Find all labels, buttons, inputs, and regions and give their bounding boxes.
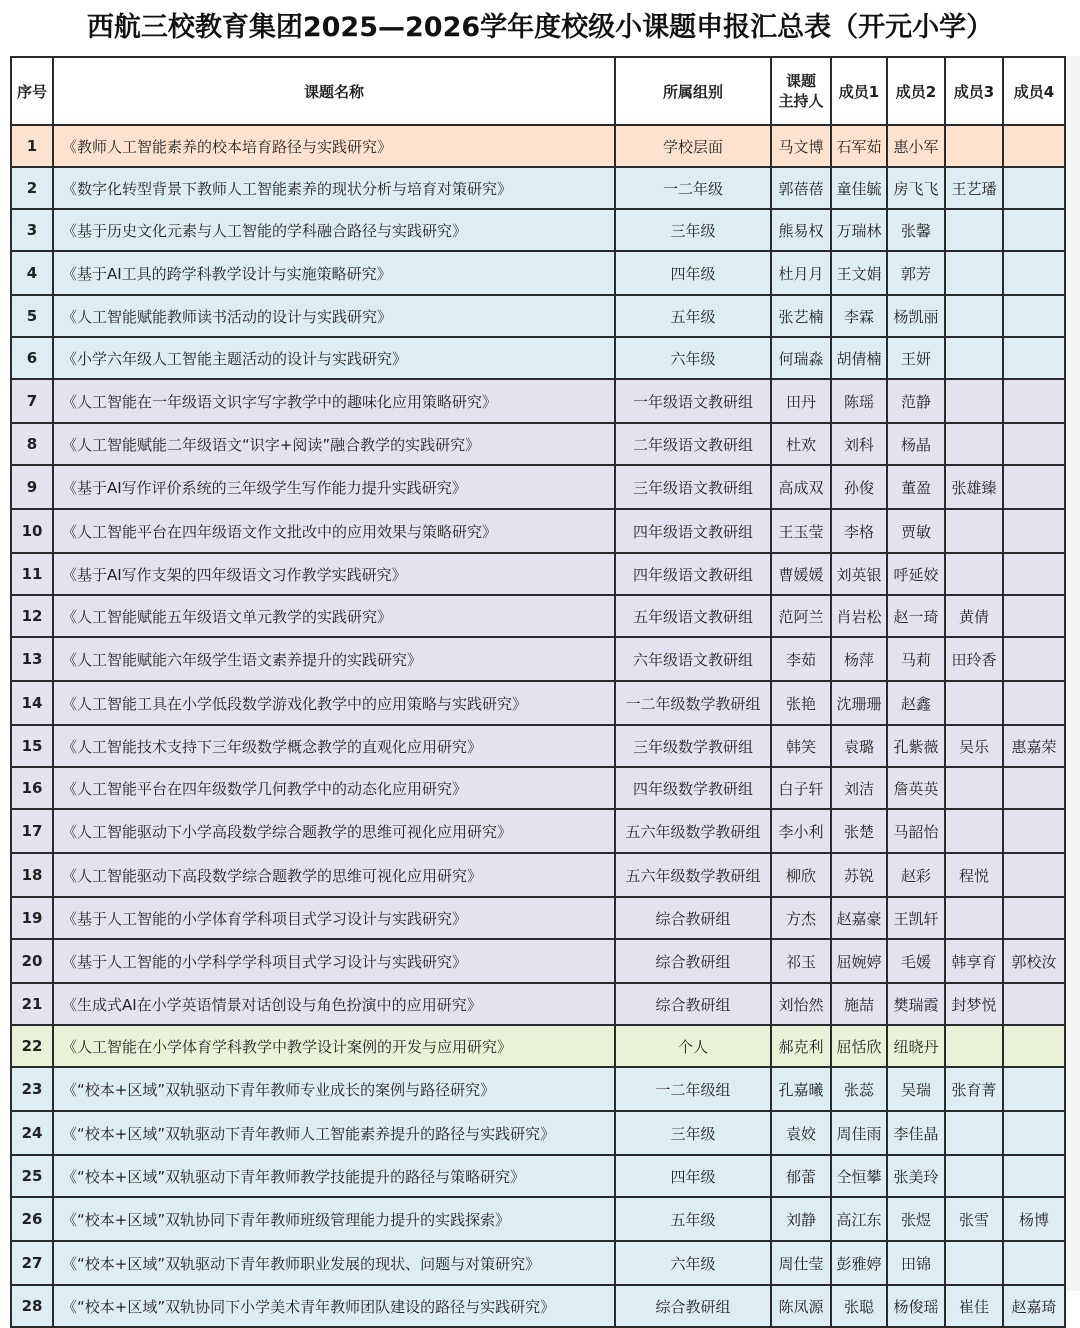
table-row (11, 595, 1065, 637)
row-member-3: 吴乐 (945, 725, 1003, 767)
row-member-3 (945, 125, 1003, 167)
row-host: 柳欣 (771, 853, 831, 897)
row-index: 3 (11, 209, 53, 251)
row-index: 10 (11, 509, 53, 553)
row-topic: 《基于AI工具的跨学科教学设计与实施策略研究》 (53, 251, 615, 295)
row-topic: 《人工智能赋能二年级语文“识字+阅读”融合教学的实践研究》 (53, 423, 615, 465)
row-group: 一二年级数学教研组 (615, 681, 771, 725)
row-topic: 《人工智能驱动下小学高段数学综合题教学的思维可视化应用研究》 (53, 809, 615, 853)
row-group: 一年级语文教研组 (615, 379, 771, 423)
row-member-2: 张美玲 (887, 1155, 945, 1197)
row-topic: 《基于历史文化元素与人工智能的学科融合路径与实践研究》 (53, 209, 615, 251)
table-row (11, 553, 1065, 595)
row-member-2: 马莉 (887, 637, 945, 681)
row-index: 18 (11, 853, 53, 897)
row-member-4 (1003, 1025, 1065, 1067)
row-host: 曹媛媛 (771, 553, 831, 595)
row-member-3 (945, 681, 1003, 725)
row-member-3 (945, 509, 1003, 553)
row-index: 25 (11, 1155, 53, 1197)
row-topic: 《“校本+区域”双轨驱动下青年教师专业成长的案例与路径研究》 (53, 1067, 615, 1111)
row-member-4 (1003, 681, 1065, 725)
table-row (11, 465, 1065, 509)
row-member-2: 田锦 (887, 1241, 945, 1285)
row-member-1: 李霖 (831, 295, 887, 337)
row-host: 王玉莹 (771, 509, 831, 553)
header-member-4: 成员4 (1003, 57, 1065, 125)
row-group: 综合教研组 (615, 983, 771, 1025)
row-member-1: 王文娟 (831, 251, 887, 295)
header-group: 所属组别 (615, 57, 771, 125)
row-member-1: 孙俊 (831, 465, 887, 509)
row-member-4 (1003, 1155, 1065, 1197)
row-member-3: 张雄臻 (945, 465, 1003, 509)
table-row (11, 209, 1065, 251)
row-member-2: 房飞飞 (887, 167, 945, 209)
row-topic: 《“校本+区域”双轨驱动下青年教师人工智能素养提升的路径与实践研究》 (53, 1111, 615, 1155)
row-member-4 (1003, 251, 1065, 295)
row-group: 五年级 (615, 1197, 771, 1241)
row-index: 24 (11, 1111, 53, 1155)
row-member-1: 苏锐 (831, 853, 887, 897)
row-index: 6 (11, 337, 53, 379)
row-group: 四年级 (615, 251, 771, 295)
row-member-2: 詹英英 (887, 767, 945, 809)
row-member-1: 张楚 (831, 809, 887, 853)
row-host: 祁玉 (771, 939, 831, 983)
row-member-1: 石军茹 (831, 125, 887, 167)
row-member-2: 赵彩 (887, 853, 945, 897)
row-index: 5 (11, 295, 53, 337)
row-index: 15 (11, 725, 53, 767)
row-group: 一二年级组 (615, 1067, 771, 1111)
row-member-1: 彭雅婷 (831, 1241, 887, 1285)
header-index: 序号 (11, 57, 53, 125)
table-row (11, 423, 1065, 465)
row-group: 个人 (615, 1025, 771, 1067)
row-host: 郁蕾 (771, 1155, 831, 1197)
row-member-2: 杨俊瑶 (887, 1285, 945, 1327)
row-topic: 《人工智能在小学体育学科教学中教学设计案例的开发与应用研究》 (53, 1025, 615, 1067)
row-member-3: 王艺璠 (945, 167, 1003, 209)
row-topic: 《人工智能平台在四年级语文作文批改中的应用效果与策略研究》 (53, 509, 615, 553)
row-index: 2 (11, 167, 53, 209)
row-member-2: 纽晓丹 (887, 1025, 945, 1067)
row-member-4 (1003, 809, 1065, 853)
row-host: 陈凤源 (771, 1285, 831, 1327)
row-member-1: 袁璐 (831, 725, 887, 767)
header-member-2: 成员2 (887, 57, 945, 125)
row-member-1: 屈婉婷 (831, 939, 887, 983)
row-member-3 (945, 423, 1003, 465)
row-index: 14 (11, 681, 53, 725)
row-group: 四年级语文教研组 (615, 509, 771, 553)
row-member-2: 贾敏 (887, 509, 945, 553)
row-member-4 (1003, 595, 1065, 637)
row-member-2: 杨晶 (887, 423, 945, 465)
row-group: 综合教研组 (615, 897, 771, 939)
row-member-1: 刘科 (831, 423, 887, 465)
row-host: 郭蓓蓓 (771, 167, 831, 209)
row-member-4 (1003, 553, 1065, 595)
row-member-3: 程悦 (945, 853, 1003, 897)
row-member-1: 张聪 (831, 1285, 887, 1327)
row-member-3 (945, 767, 1003, 809)
row-index: 8 (11, 423, 53, 465)
row-member-1: 仝恒攀 (831, 1155, 887, 1197)
row-topic: 《“校本+区域”双轨驱动下青年教师职业发展的现状、问题与对策研究》 (53, 1241, 615, 1285)
row-member-3 (945, 553, 1003, 595)
row-member-3 (945, 1025, 1003, 1067)
row-topic: 《基于AI写作评价系统的三年级学生写作能力提升实践研究》 (53, 465, 615, 509)
row-group: 四年级数学教研组 (615, 767, 771, 809)
table-row (11, 1025, 1065, 1067)
row-member-3 (945, 295, 1003, 337)
row-member-1: 刘英银 (831, 553, 887, 595)
table-row (11, 767, 1065, 809)
row-group: 一二年级 (615, 167, 771, 209)
row-member-3 (945, 809, 1003, 853)
row-member-4 (1003, 637, 1065, 681)
row-member-3: 黄倩 (945, 595, 1003, 637)
header-host-line1: 课题 (785, 72, 816, 90)
row-member-4 (1003, 853, 1065, 897)
row-host: 李小利 (771, 809, 831, 853)
table-row (11, 1155, 1065, 1197)
row-host: 孔嘉曦 (771, 1067, 831, 1111)
row-member-1: 肖岩松 (831, 595, 887, 637)
row-index: 27 (11, 1241, 53, 1285)
row-member-4 (1003, 423, 1065, 465)
table-row (11, 125, 1065, 167)
row-member-3: 张育菁 (945, 1067, 1003, 1111)
row-member-2: 李佳晶 (887, 1111, 945, 1155)
row-member-4 (1003, 125, 1065, 167)
row-member-2: 范静 (887, 379, 945, 423)
row-member-1: 沈珊珊 (831, 681, 887, 725)
row-group: 四年级 (615, 1155, 771, 1197)
table-row (11, 1197, 1065, 1241)
row-member-1: 童佳毓 (831, 167, 887, 209)
row-group: 三年级语文教研组 (615, 465, 771, 509)
row-host: 周仕莹 (771, 1241, 831, 1285)
row-topic: 《人工智能技术支持下三年级数学概念教学的直观化应用研究》 (53, 725, 615, 767)
row-member-1: 张蕊 (831, 1067, 887, 1111)
row-member-4 (1003, 767, 1065, 809)
row-index: 11 (11, 553, 53, 595)
row-host: 袁姣 (771, 1111, 831, 1155)
row-member-3: 韩享育 (945, 939, 1003, 983)
row-member-2: 赵一琦 (887, 595, 945, 637)
header-topic: 课题名称 (53, 57, 615, 125)
row-group: 六年级 (615, 1241, 771, 1285)
row-member-2: 毛媛 (887, 939, 945, 983)
row-topic: 《基于AI写作支架的四年级语文习作教学实践研究》 (53, 553, 615, 595)
row-index: 9 (11, 465, 53, 509)
table-row (11, 939, 1065, 983)
row-group: 三年级 (615, 1111, 771, 1155)
row-index: 17 (11, 809, 53, 853)
row-member-3 (945, 379, 1003, 423)
row-index: 23 (11, 1067, 53, 1111)
table-row (11, 983, 1065, 1025)
table-row (11, 1111, 1065, 1155)
header-member-1: 成员1 (831, 57, 887, 125)
row-index: 26 (11, 1197, 53, 1241)
row-member-3 (945, 1111, 1003, 1155)
row-member-4 (1003, 1067, 1065, 1111)
row-topic: 《人工智能赋能五年级语文单元教学的实践研究》 (53, 595, 615, 637)
row-member-4 (1003, 509, 1065, 553)
row-member-1: 赵嘉豪 (831, 897, 887, 939)
row-topic: 《“校本+区域”双轨驱动下青年教师教学技能提升的路径与策略研究》 (53, 1155, 615, 1197)
row-host: 刘静 (771, 1197, 831, 1241)
table-row (11, 379, 1065, 423)
row-member-4 (1003, 897, 1065, 939)
row-member-4 (1003, 209, 1065, 251)
row-index: 21 (11, 983, 53, 1025)
summary-table (10, 56, 1066, 1328)
row-member-2: 樊瑞霞 (887, 983, 945, 1025)
header-host (771, 57, 831, 125)
table-row (11, 725, 1065, 767)
row-member-4: 杨博 (1003, 1197, 1065, 1241)
row-topic: 《生成式AI在小学英语情景对话创设与角色扮演中的应用研究》 (53, 983, 615, 1025)
row-host: 何瑞淼 (771, 337, 831, 379)
row-topic: 《人工智能驱动下高段数学综合题教学的思维可视化应用研究》 (53, 853, 615, 897)
row-topic: 《人工智能工具在小学低段数学游戏化教学中的应用策略与实践研究》 (53, 681, 615, 725)
row-index: 12 (11, 595, 53, 637)
page-title: 西航三校教育集团2025—2026学年度校级小课题申报汇总表（开元小学） (86, 12, 994, 43)
row-topic: 《基于人工智能的小学科学学科项目式学习设计与实践研究》 (53, 939, 615, 983)
row-member-4 (1003, 295, 1065, 337)
table-row (11, 295, 1065, 337)
row-member-4 (1003, 1111, 1065, 1155)
row-member-2: 杨凯丽 (887, 295, 945, 337)
row-member-4 (1003, 1241, 1065, 1285)
row-group: 二年级语文教研组 (615, 423, 771, 465)
header-member-3: 成员3 (945, 57, 1003, 125)
row-index: 20 (11, 939, 53, 983)
table-row (11, 337, 1065, 379)
row-group: 六年级 (615, 337, 771, 379)
row-member-1: 刘洁 (831, 767, 887, 809)
row-host: 范阿兰 (771, 595, 831, 637)
row-topic: 《人工智能赋能教师读书活动的设计与实践研究》 (53, 295, 615, 337)
row-topic: 《数字化转型背景下教师人工智能素养的现状分析与培育对策研究》 (53, 167, 615, 209)
row-member-4 (1003, 167, 1065, 209)
row-member-3: 张雪 (945, 1197, 1003, 1241)
row-member-1: 胡倩楠 (831, 337, 887, 379)
row-index: 1 (11, 125, 53, 167)
row-member-1: 陈瑶 (831, 379, 887, 423)
row-member-4 (1003, 337, 1065, 379)
row-index: 7 (11, 379, 53, 423)
table-row (11, 251, 1065, 295)
row-host: 张艳 (771, 681, 831, 725)
row-member-2: 董盈 (887, 465, 945, 509)
row-member-3 (945, 1155, 1003, 1197)
row-host: 杜欢 (771, 423, 831, 465)
row-group: 五年级语文教研组 (615, 595, 771, 637)
row-group: 综合教研组 (615, 939, 771, 983)
row-member-2: 张煜 (887, 1197, 945, 1241)
row-group: 综合教研组 (615, 1285, 771, 1327)
row-host: 高成双 (771, 465, 831, 509)
row-member-3 (945, 251, 1003, 295)
row-member-1: 高江东 (831, 1197, 887, 1241)
row-member-2: 马韶怡 (887, 809, 945, 853)
table-row (11, 1241, 1065, 1285)
table-row (11, 637, 1065, 681)
row-host: 杜月月 (771, 251, 831, 295)
row-member-1: 周佳雨 (831, 1111, 887, 1155)
row-topic: 《人工智能在一年级语文识字写字教学中的趣味化应用策略研究》 (53, 379, 615, 423)
row-member-2: 王凯轩 (887, 897, 945, 939)
row-host: 马文博 (771, 125, 831, 167)
row-member-2: 郭芳 (887, 251, 945, 295)
row-topic: 《教师人工智能素养的校本培育路径与实践研究》 (53, 125, 615, 167)
row-group: 三年级数学教研组 (615, 725, 771, 767)
row-index: 16 (11, 767, 53, 809)
row-member-3 (945, 337, 1003, 379)
row-member-3: 崔佳 (945, 1285, 1003, 1327)
row-member-2: 王妍 (887, 337, 945, 379)
row-member-3 (945, 897, 1003, 939)
row-host: 刘怡然 (771, 983, 831, 1025)
table-row (11, 1285, 1065, 1327)
row-member-3 (945, 209, 1003, 251)
table-row (11, 853, 1065, 897)
row-member-1: 施喆 (831, 983, 887, 1025)
row-member-3: 封梦悦 (945, 983, 1003, 1025)
row-topic: 《基于人工智能的小学体育学科项目式学习设计与实践研究》 (53, 897, 615, 939)
row-group: 六年级语文教研组 (615, 637, 771, 681)
row-index: 28 (11, 1285, 53, 1327)
row-group: 五六年级数学教研组 (615, 853, 771, 897)
row-host: 郝克利 (771, 1025, 831, 1067)
row-member-4: 郭校汝 (1003, 939, 1065, 983)
table-row (11, 167, 1065, 209)
row-host: 方杰 (771, 897, 831, 939)
row-member-1: 万瑞林 (831, 209, 887, 251)
row-group: 三年级 (615, 209, 771, 251)
table-row (11, 509, 1065, 553)
page-edge (1064, 56, 1080, 1291)
row-host: 白子轩 (771, 767, 831, 809)
table-row (11, 1067, 1065, 1111)
row-member-2: 吴瑞 (887, 1067, 945, 1111)
table-row (11, 809, 1065, 853)
row-index: 19 (11, 897, 53, 939)
row-member-3 (945, 1241, 1003, 1285)
row-topic: 《人工智能平台在四年级数学几何教学中的动态化应用研究》 (53, 767, 615, 809)
row-member-4 (1003, 465, 1065, 509)
row-member-2: 惠小军 (887, 125, 945, 167)
row-index: 4 (11, 251, 53, 295)
row-topic: 《小学六年级人工智能主题活动的设计与实践研究》 (53, 337, 615, 379)
row-member-1: 李格 (831, 509, 887, 553)
row-member-3: 田玲香 (945, 637, 1003, 681)
row-host: 李茹 (771, 637, 831, 681)
row-topic: 《人工智能赋能六年级学生语文素养提升的实践研究》 (53, 637, 615, 681)
row-topic: 《“校本+区域”双轨协同下小学美术青年教师团队建设的路径与实践研究》 (53, 1285, 615, 1327)
row-host: 熊易权 (771, 209, 831, 251)
row-member-4: 赵嘉琦 (1003, 1285, 1065, 1327)
row-member-2: 孔紫薇 (887, 725, 945, 767)
row-member-2: 赵鑫 (887, 681, 945, 725)
row-member-4 (1003, 983, 1065, 1025)
table-row (11, 897, 1065, 939)
row-member-1: 杨萍 (831, 637, 887, 681)
header-host-line2: 主持人 (778, 92, 824, 110)
row-topic: 《“校本+区域”双轨协同下青年教师班级管理能力提升的实践探索》 (53, 1197, 615, 1241)
row-host: 韩笑 (771, 725, 831, 767)
row-member-1: 屈恬欣 (831, 1025, 887, 1067)
row-group: 五六年级数学教研组 (615, 809, 771, 853)
table-header-row (11, 57, 1065, 125)
row-group: 四年级语文教研组 (615, 553, 771, 595)
table-row (11, 681, 1065, 725)
row-member-4 (1003, 379, 1065, 423)
row-index: 13 (11, 637, 53, 681)
row-member-2: 张馨 (887, 209, 945, 251)
row-group: 五年级 (615, 295, 771, 337)
row-host: 田丹 (771, 379, 831, 423)
row-host: 张艺楠 (771, 295, 831, 337)
row-member-2: 呼延姣 (887, 553, 945, 595)
row-member-4: 惠嘉荣 (1003, 725, 1065, 767)
row-index: 22 (11, 1025, 53, 1067)
row-group: 学校层面 (615, 125, 771, 167)
